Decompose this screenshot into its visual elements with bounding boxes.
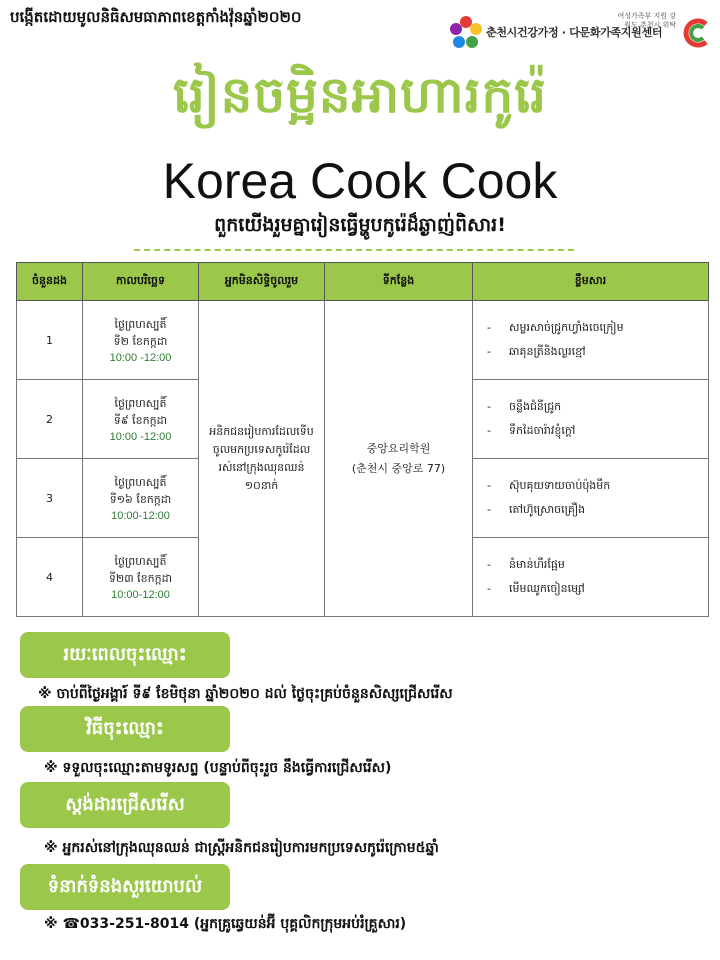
- title-khmer: រៀនចម្អិនអាហារកូរ៉េ: [172, 66, 547, 124]
- session-date: [83, 301, 199, 380]
- funding-line: បង្កើតដោយមូលនិធិសមធាភាពខេត្តកាំងវ៉ុនឆ្នាំ២០២០: [10, 8, 302, 26]
- table-row: [17, 301, 709, 380]
- list-item: - ស៊ុបគុយទាយចាប់ប៉ុងមឹក: [487, 479, 611, 492]
- table-header-row: [17, 263, 709, 301]
- venue-name: 중앙요리학원: [366, 441, 431, 455]
- dish-name: ចន្លឹងជំនីជ្រូក: [509, 400, 562, 413]
- dish-name: ស៊ុបគុយទាយចាប់ប៉ុងមឹក: [509, 479, 611, 492]
- dish-name: ទឹកដៃចារ៉ាវខ្ញុំក្តៅ: [509, 424, 576, 437]
- session-day: ថ្ងៃព្រហស្បតិ៍: [114, 555, 167, 568]
- session-number: 3: [17, 459, 83, 538]
- logo-small-text: 여성가족부 지원 강원도 춘천시 위탁: [617, 12, 676, 29]
- venue-address: (춘천시 중앙로 77): [351, 461, 446, 475]
- participants-cell: អនិកជនរៀបការដែលទើបចូលមកប្រទេសកូរ៉េដែលរស់នៅក្រុងឈុនឈន់ ១០នាក់: [199, 301, 325, 617]
- session-number: 1: [17, 301, 83, 380]
- list-item: - មើមឈូកចៀនម្សៅ: [487, 582, 585, 595]
- list-item: - ឆាគុនត្រីនិងល្ងរខ្មៅ: [487, 345, 586, 358]
- logo-text: 춘천시건강가정 · 다문화가족지원센터: [486, 26, 663, 39]
- list-item: - តៅហ៊ូស្រោចគ្រឿង: [487, 503, 586, 516]
- list-item: - សម្លរសាច់ជ្រូកហ្វាំងចេក្រៀម: [487, 321, 624, 334]
- venue-cell: [325, 301, 473, 617]
- dish-name: មើមឈូកចៀនម្សៅ: [509, 582, 585, 595]
- registration-method-label: វិធីចុះឈ្មោះ: [20, 706, 230, 752]
- session-date: [83, 538, 199, 617]
- header-session: ចំនួនដង: [17, 263, 83, 301]
- header-content: ខ្លឹមសារ: [473, 263, 709, 301]
- registration-method-text: ※ ទទួលចុះឈ្មោះតាមទូរសព្ទ (បន្ទាប់ពីចុះរួច នឹងធ្វើការជ្រើសរើស): [44, 760, 392, 776]
- contact-label: ទំនាក់ទំនងសួរយោបល់: [20, 864, 230, 910]
- content-cell: [473, 301, 709, 380]
- dish-name: ឆាគុនត្រីនិងល្ងរខ្មៅ: [509, 345, 586, 358]
- selection-criteria-text: ※ អ្នករស់នៅក្រុងឈុនឈន់ ជាស្ត្រីអនិកជនរៀបការមកប្រទេសកូរ៉េក្រោម៥ឆ្នាំ: [44, 840, 439, 856]
- header-participants: អ្នកមិនសិទ្ធិចូលរួម: [199, 263, 325, 301]
- session-day: ថ្ងៃព្រហស្បតិ៍: [114, 476, 167, 489]
- list-item: - នំមាន់ហឹរផ្អែម: [487, 558, 565, 571]
- session-date-text: ទី២៣ ខែកក្កដា: [108, 572, 173, 585]
- session-day: ថ្ងៃព្រហស្បតិ៍: [114, 397, 167, 410]
- dish-name: នំមាន់ហឹរផ្អែម: [509, 558, 565, 571]
- content-cell: [473, 459, 709, 538]
- content-cell: [473, 380, 709, 459]
- schedule-table: [16, 262, 709, 617]
- list-item: - ចន្លឹងជំនីជ្រូក: [487, 400, 562, 413]
- session-date-text: ទី១៦ ខែកក្កដា: [109, 493, 172, 506]
- list-item: - ទឹកដៃចារ៉ាវខ្ញុំក្តៅ: [487, 424, 576, 437]
- session-number: 2: [17, 380, 83, 459]
- session-date: [83, 459, 199, 538]
- header-date: កាលបរិច្ឆេទ: [83, 263, 199, 301]
- dashed-divider: [134, 249, 574, 251]
- session-date: [83, 380, 199, 459]
- session-date-text: ទី២ ខែកក្កដា: [113, 335, 168, 348]
- session-day: ថ្ងៃព្រហស្បតិ៍: [114, 318, 167, 331]
- subtitle: ពួកយើងរួមគ្នារៀនធ្វើម្ហូបកូរ៉េដ៏ឆ្ងាញ់ពិសារ!: [214, 214, 506, 236]
- session-time: 10:00 -12:00: [109, 431, 172, 443]
- dish-name: តៅហ៊ូស្រោចគ្រឿង: [509, 503, 586, 516]
- flower-logo-icon: [448, 14, 484, 50]
- center-logo: [448, 14, 716, 50]
- center-c-logo-icon: [682, 18, 712, 48]
- registration-period-label: រយៈពេលចុះឈ្មោះ: [20, 632, 230, 678]
- session-date-text: ទី៩ ខែកក្កដា: [113, 414, 168, 427]
- title-english: Korea Cook Cook: [162, 153, 558, 209]
- session-time: 10:00 -12:00: [109, 352, 172, 364]
- selection-criteria-label: ស្តង់ដារជ្រើសរើស: [20, 782, 230, 828]
- contact-text: ※ ☎033-251-8014 (អ្នកគ្រូឆ្វេយន់អ៊ី បុគ្គលិកក្រុមអប់រំគ្រួសារ): [44, 916, 407, 932]
- registration-period-text: ※ ចាប់ពីថ្ងៃអង្គារ៍ ទី៩ ខែមិថុនា ឆ្នាំ២០២០ ដល់ ថ្ងៃចុះគ្រប់ចំនួនសិស្សជ្រើសរើស: [38, 686, 453, 702]
- session-time: 10:00-12:00: [111, 510, 170, 522]
- session-number: 4: [17, 538, 83, 617]
- content-cell: [473, 538, 709, 617]
- header-venue: ទីកន្លែង: [325, 263, 473, 301]
- dish-name: សម្លរសាច់ជ្រូកហ្វាំងចេក្រៀម: [509, 321, 624, 334]
- session-time: 10:00-12:00: [111, 589, 170, 601]
